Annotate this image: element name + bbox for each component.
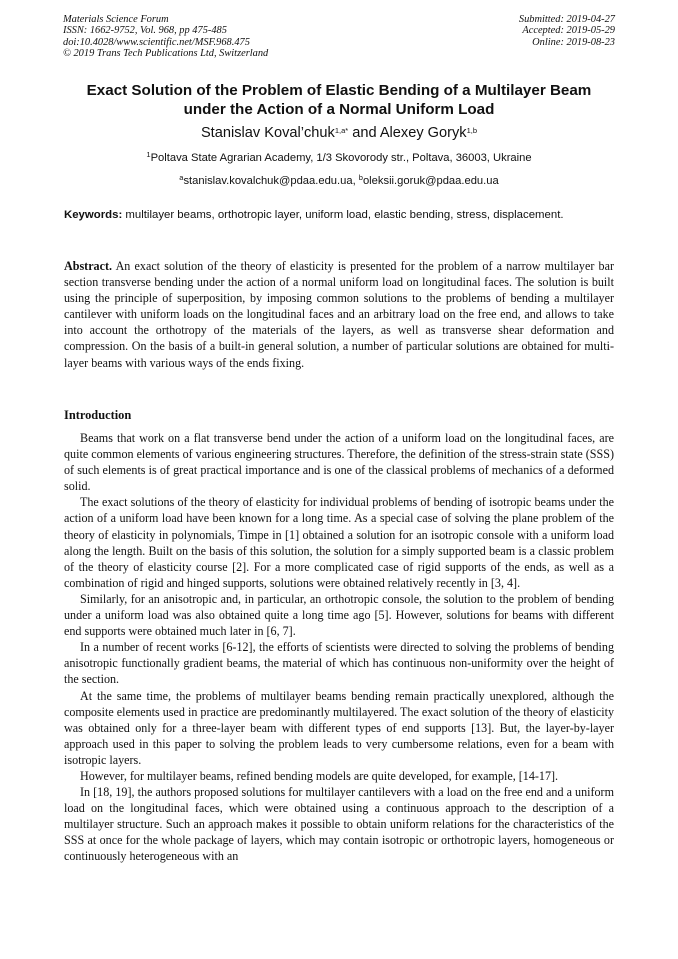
abstract-label: Abstract.	[64, 259, 113, 273]
journal-name: Materials Science Forum	[63, 14, 169, 25]
intro-paragraph: Beams that work on a flat transverse bend under the action of a uniform load on the longitudinal faces, are quite common elements of various engineering structures. Therefore, the definition of the stress-strain state (SSS) of such elements is of great practical importance and is one of the classical problems of mechanics of a deformed solid.	[64, 431, 614, 494]
title-line-1: Exact Solution of the Problem of Elastic Bending of a Multilayer Beam	[86, 82, 592, 99]
intro-paragraph: The exact solutions of the theory of elasticity for individual problems of bending of isotropic beams under the action of a uniform load have been known for a long time. As a special case of solving the plane problem of the theory of elasticity in polynomials, Timpe in [1] obtained a solution for an isotropic console with a uniform load along the length. Built on the basis of this solution, the solution for a simply supported beam is a classic problem of the theory of elasticity course [2]. For a more complicated case of rigid supports of the ends, as well as a combination of rigid and hinged supports, solutions were obtained relatively recently in [3, 4].	[64, 495, 614, 590]
section-heading-introduction: Introduction	[64, 408, 132, 422]
author-emails	[40, 174, 638, 188]
affiliation	[40, 151, 638, 165]
abstract	[64, 258, 614, 371]
keywords-text: multilayer beams, orthotropic layer, uniform load, elastic bending, stress, displacement.	[125, 209, 564, 221]
author-2: Alexey Goryk	[379, 125, 467, 141]
accepted-date: Accepted: 2019-05-29	[522, 25, 615, 37]
email-b-mark: b	[358, 173, 363, 182]
email-b: oleksii.goruk@pdaa.edu.ua	[362, 175, 499, 187]
paper-title	[40, 81, 638, 119]
affiliation-mark: 1	[146, 150, 151, 159]
introduction-body	[64, 430, 614, 865]
submitted-date: Submitted: 2019-04-27	[518, 14, 615, 25]
keywords-label: Keywords:	[64, 209, 123, 221]
email-a-mark: a	[179, 173, 184, 182]
affiliation-text: Poltava State Agrarian Academy, 1/3 Skovorody str., Poltava, 36003, Ukraine	[150, 152, 532, 164]
author-1: Stanislav Koval’chuk	[200, 125, 335, 141]
email-a: stanislav.kovalchuk@pdaa.edu.ua	[183, 175, 353, 187]
intro-paragraph: At the same time, the problems of multilayer beams bending remain practically unexplored, although the composite elements used in practice are predominantly multilayered. The exact solution of the theory of elasticity was obtained only for a three-layer beam with different types of end supports [13]. But, the layer-by-layer approach used in this paper to solving the problem leads to very cumbersome relations, even for a beam with isotropic layers.	[64, 688, 614, 767]
dates-header	[519, 14, 615, 48]
journal-header	[63, 14, 268, 60]
intro-paragraph: In [18, 19], the authors proposed solutions for multilayer cantilevers with a load on the free end and a uniform load on the longitudinal faces, which were obtained using a continuous approach to the description of a multilayer structure. Such an approach makes it possible to obtain uniform relations for the characteristics of the SSS at once for the whole package of layers, which may contain isotropic or orthotropic layers, homogeneous or continuously heterogeneous with an	[64, 785, 614, 864]
abstract-text: An exact solution of the theory of elasticity is presented for the problem of a narrow multilayer bar section transverse bending under the action of a normal uniform load on longitudinal faces. The solution is built using the principle of superposition, by imposing common solutions to the problems of bending a multilayer cantilever with uniform loads on the longitudinal faces and an arbitrary load on the free end, and allows to take into account the orthotropy of the materials of the layers, as well as transverse shear deformation and compression. On the basis of a built-in general solution, a number of particular solutions are obtained for multi-layer beams with various ways of the ends fixing.	[64, 259, 614, 370]
journal-copyright: © 2019 Trans Tech Publications Ltd, Switzerland	[63, 48, 269, 60]
author-list	[40, 124, 638, 142]
author-separator: and	[348, 125, 380, 141]
journal-doi: doi:10.4028/www.scientific.net/MSF.968.475	[63, 36, 250, 48]
author-2-affil: 1,b	[466, 126, 478, 135]
intro-paragraph: However, for multilayer beams, refined bending models are quite developed, for example, [14-17].	[80, 768, 559, 783]
email-separator: ,	[352, 175, 359, 187]
intro-paragraph: In a number of recent works [6-12], the efforts of scientists were directed to solving the problems of bending anisotropic functionally gradient beams, the material of which has continuous non-uniformity over the height of the section.	[64, 640, 614, 687]
online-date: Online: 2019-08-23	[532, 36, 615, 48]
keywords	[64, 208, 614, 223]
journal-issn: ISSN: 1662-9752, Vol. 968, pp 475-485	[63, 25, 227, 37]
author-1-affil: 1,a*	[334, 126, 349, 135]
intro-paragraph: Similarly, for an anisotropic and, in particular, an orthotropic console, the solution to the problem of bending under a uniform load was also obtained quite a long time ago [5]. However, solutions for beams with different end supports were obtained much later in [6, 7].	[64, 591, 614, 639]
title-line-2: under the Action of a Normal Uniform Load	[183, 101, 495, 118]
